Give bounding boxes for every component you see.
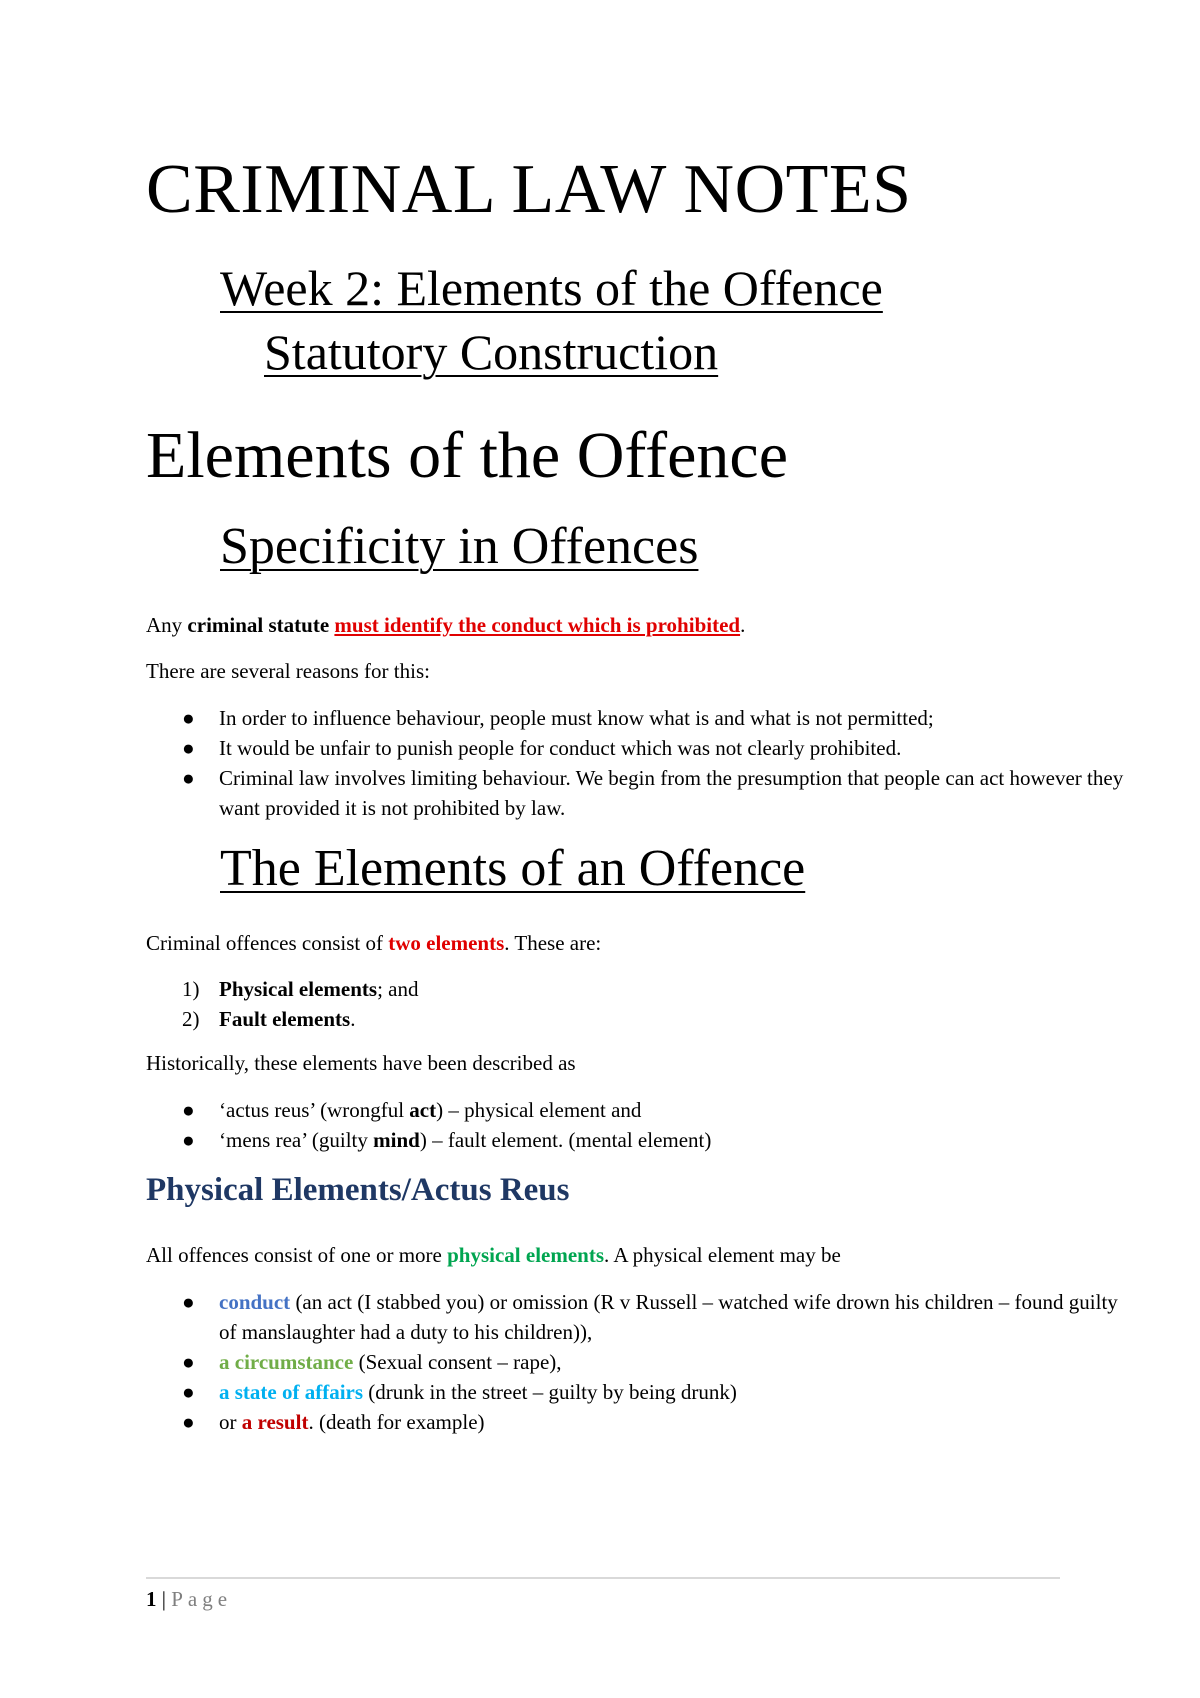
- bullet-icon: ●: [182, 1128, 195, 1152]
- bullet-icon: ●: [182, 1350, 195, 1374]
- elements-of-offence-heading: The Elements of an Offence: [220, 840, 806, 897]
- footer-divider: [146, 1577, 1060, 1579]
- reasons-intro: There are several reasons for this:: [146, 659, 430, 683]
- page-number: 1: [146, 1587, 157, 1611]
- bullet-icon: ●: [182, 1380, 195, 1404]
- list-item: ● It would be unfair to punish people for conduct which was not clearly prohibited.: [146, 733, 1200, 763]
- list-item: 1) Physical elements; and: [182, 977, 419, 1001]
- page-footer: 1 | Page: [146, 1587, 233, 1611]
- bullet-icon: ●: [182, 736, 195, 760]
- list-item: ● a circumstance (Sexual consent – rape),: [146, 1347, 1200, 1377]
- reasons-list: [146, 703, 1200, 823]
- list-item: 2) Fault elements.: [182, 1007, 356, 1031]
- bullet-icon: ●: [182, 706, 195, 730]
- physical-element-types-list: [146, 1287, 1200, 1437]
- list-item: ● Criminal law involves limiting behaviour. We begin from the presumption that people can act however they want provided it is not prohibited by law.: [146, 763, 1139, 823]
- bullet-icon: ●: [182, 1098, 195, 1122]
- physical-elements-paragraph: All offences consist of one or more physical elements. A physical element may be: [146, 1243, 841, 1267]
- statutory-subtitle: Statutory Construction: [264, 324, 719, 380]
- week-subtitle: Week 2: Elements of the Offence: [220, 260, 883, 316]
- two-elements-highlight: two elements: [388, 931, 505, 955]
- latin-terms-list: [146, 1095, 1200, 1155]
- bullet-icon: ●: [182, 1410, 195, 1434]
- elements-numbered-list: [146, 974, 1200, 1034]
- physical-elements-highlight: physical elements: [447, 1243, 605, 1267]
- prohibited-conduct-highlight: must identify the conduct which is prohibited: [334, 613, 741, 637]
- bullet-icon: ●: [182, 1290, 195, 1314]
- physical-elements-heading: Physical Elements/Actus Reus: [146, 1172, 570, 1208]
- list-item: ● In order to influence behaviour, people must know what is and what is not permitted;: [146, 703, 1200, 733]
- specificity-heading: Specificity in Offences: [220, 518, 699, 575]
- list-item: ● ‘mens rea’ (guilty mind) – fault element. (mental element): [146, 1125, 1200, 1155]
- list-item: ● a state of affairs (drunk in the street – guilty by being drunk): [146, 1377, 1200, 1407]
- list-item: ● conduct (an act (I stabbed you) or omission (R v Russell – watched wife drown his children – found guilty of manslaughter had a duty to his children)),: [146, 1287, 1139, 1347]
- elements-heading: Elements of the Offence: [146, 419, 789, 492]
- page-label: Page: [171, 1587, 233, 1611]
- offence-elements-paragraph: Criminal offences consist of two elements. These are:: [146, 931, 602, 955]
- historical-paragraph: Historically, these elements have been described as: [146, 1051, 576, 1075]
- specificity-paragraph: Any criminal statute must identify the conduct which is prohibited.: [146, 613, 746, 637]
- list-item: ● or a result. (death for example): [146, 1407, 1200, 1437]
- document-title: CRIMINAL LAW NOTES: [146, 151, 912, 228]
- list-item: ● ‘actus reus’ (wrongful act) – physical element and: [146, 1095, 1200, 1125]
- bullet-icon: ●: [182, 766, 195, 790]
